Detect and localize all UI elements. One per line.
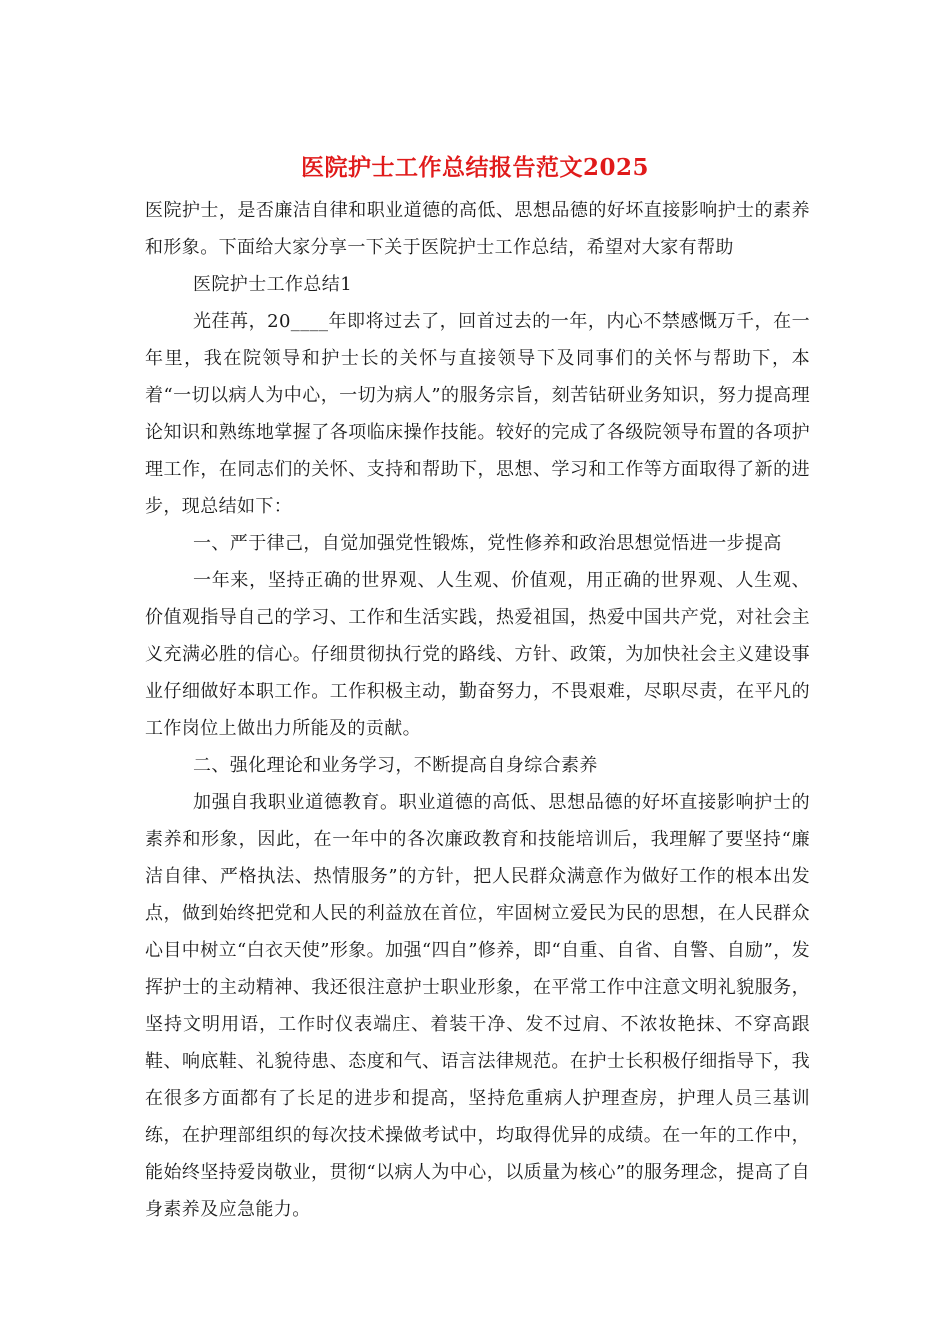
body-paragraph-2: 加强自我职业道德教育。职业道德的高低、思想品德的好坏直接影响护士的素养和形象，因此，在一年中的各次廉政教育和技能培训后，我理解了要坚持“廉洁自律、严格执法、热情服务”的方针，把人民群众满意作为做好工作的根本出发点，做到始终把党和人民的利益放在首位，牢固树立爱民为民的思想，在人民群众心目中树立“白衣天使”形象。加强“四自”修养，即“自重、自省、自警、自励”，发挥护士的主动精神、我还很注意护士职业形象，在平常工作中注意文明礼貌服务，坚持文明用语，工作时仪表端庄、着装干净、发不过肩、不浓妆艳抹、不穿高跟鞋、响底鞋、礼貌待患、态度和气、语言法律规范。在护士长积极仔细指导下，我在很多方面都有了长足的进步和提高，坚持危重病人护理查房，护理人员三基训练，在护理部组织的每次技术操做考试中，均取得优异的成绩。在一年的工作中，能始终坚持爱岗敬业，贯彻“以病人为中心，以质量为核心”的服务理念，提高了自身素养及应急能力。 bbox=[145, 792, 810, 1220]
section-heading-1: 一、严于律己，自觉加强党性锻炼，党性修养和政治思想觉悟进一步提高 bbox=[193, 533, 782, 554]
body-paragraph-opening: 光荏苒，20____年即将过去了，回首过去的一年，内心不禁感慨万千，在一年里，我在院领导和护士长的关怀与直接领导下及同事们的关怀与帮助下，本着“一切以病人为中心，一切为病人”的服务宗旨，刻苦钻研业务知识，努力提高理论知识和熟练地掌握了各项临床操作技能。较好的完成了各级院领导布置的各项护理工作，在同志们的关怀、支持和帮助下，思想、学习和工作等方面取得了新的进步，现总结如下： bbox=[145, 311, 810, 517]
document-body bbox=[145, 192, 810, 1228]
section-heading-summary-1: 医院护士工作总结1 bbox=[193, 274, 353, 295]
intro-paragraph: 医院护士，是否廉洁自律和职业道德的高低、思想品德的好坏直接影响护士的素养和形象。下面给大家分享一下关于医院护士工作总结，希望对大家有帮助 bbox=[145, 200, 810, 258]
document-title: 医院护士工作总结报告范文2025 bbox=[300, 154, 649, 181]
section-heading-2: 二、强化理论和业务学习，不断提高自身综合素养 bbox=[193, 755, 598, 776]
body-paragraph-1: 一年来，坚持正确的世界观、人生观、价值观，用正确的世界观、人生观、价值观指导自己的学习、工作和生活实践，热爱祖国，热爱中国共产党，对社会主义充满必胜的信心。仔细贯彻执行党的路线、方针、政策，为加快社会主义建设事业仔细做好本职工作。工作积极主动，勤奋努力，不畏艰难，尽职尽责，在平凡的工作岗位上做出力所能及的贡献。 bbox=[145, 570, 810, 739]
